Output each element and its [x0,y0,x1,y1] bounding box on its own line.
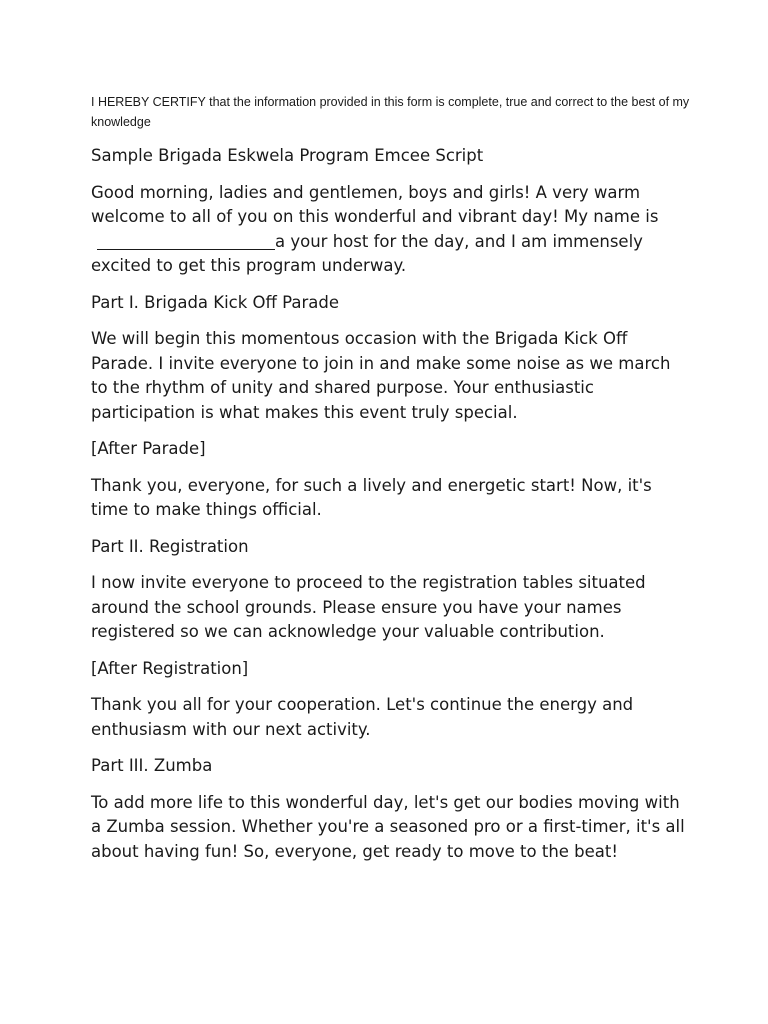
script-content [91,144,691,876]
certification-statement: I HEREBY CERTIFY that the information provided in this form is complete, true and correct to the best of my knowledge [91,95,690,129]
intro-text-after: a your host for the day, and I am immensely excited to get this program underway. [91,231,643,275]
document-title: Sample Brigada Eskwela Program Emcee Script [91,146,484,165]
intro-text-before: Good morning, ladies and gentlemen, boys and girls! A very warm welcome to all of you on this wonderful and vibrant day! My name is [91,182,659,226]
part1-body: We will begin this momentous occasion with the Brigada Kick Off Parade. I invite everyone to join in and make some noise as we march to the rhythm of unity and shared purpose. Your enthusiastic participation is what makes this event truly special. [91,329,671,422]
part1-followup: Thank you, everyone, for such a lively and energetic start! Now, it's time to make things official. [91,475,652,519]
part3-heading: Part III. Zumba [91,756,213,775]
part2-followup: Thank you all for your cooperation. Let's continue the energy and enthusiasm with our next activity. [91,695,634,739]
part2-heading: Part II. Registration [91,536,249,556]
part1-cue: [After Parade] [91,439,206,458]
part2-body: I now invite everyone to proceed to the registration tables situated around the school grounds. Please ensure you have your names registered so we can acknowledge your valuable contribution. [91,573,646,641]
part3-body: To add more life to this wonderful day, let's get our bodies moving with a Zumba session. Whether you're a seasoned pro or a first-timer, it's all about having fun! So, everyone, get ready to move to the beat! [91,792,685,861]
part2-cue: [After Registration] [91,658,249,678]
part1-heading: Part I. Brigada Kick Off Parade [91,292,339,312]
intro-paragraph [91,181,691,279]
name-blank-line [97,231,275,250]
